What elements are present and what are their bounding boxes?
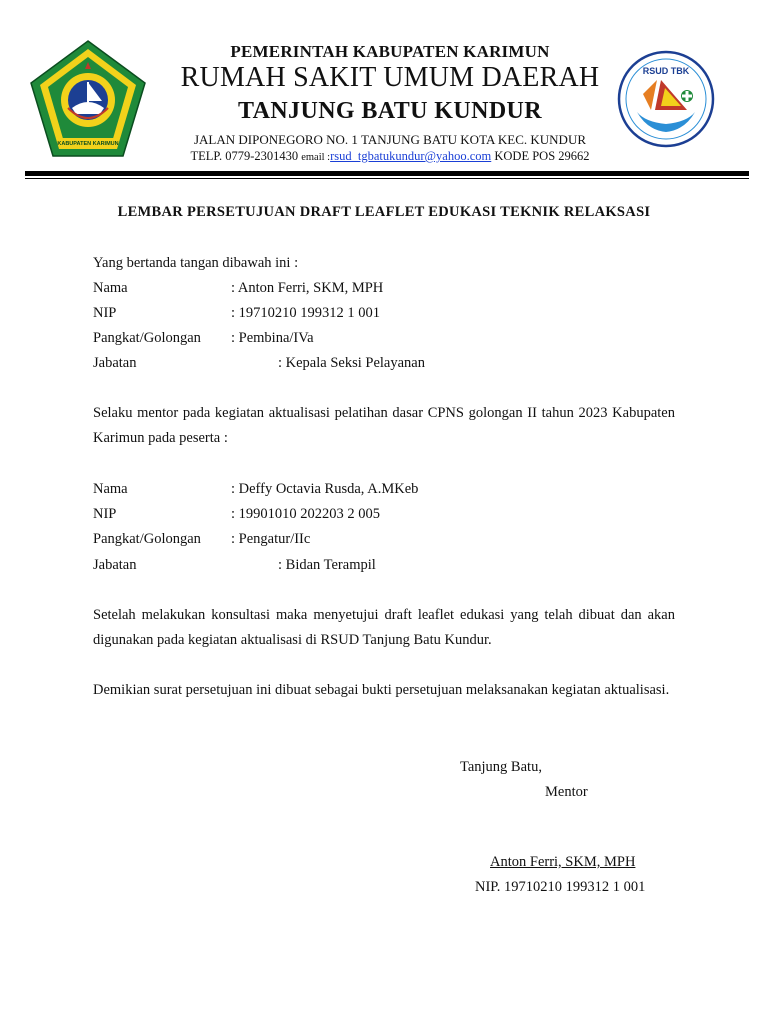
rsud-tbk-logo [617, 50, 715, 148]
peserta-pangkat-value: : Pengatur/IIc [231, 531, 311, 547]
hospital-name: RUMAH SAKIT UMUM DAERAH [180, 62, 600, 93]
peserta-pangkat-label: Pangkat/Golongan [93, 531, 201, 547]
mentor-pangkat-value: : Pembina/IVa [231, 330, 314, 346]
paragraph-approval: Setelah melakukan konsultasi maka menyetujui draft leaflet edukasi yang telah dibuat dan akan digunakan pada kegiatan aktualisasi di RSUD Tanjung Batu Kundur. [93, 607, 675, 648]
paragraph-closing: Demikian surat persetujuan ini dibuat sebagai bukti persetujuan melaksanakan kegiatan aktualisasi. [93, 682, 670, 698]
peserta-nama-value: : Deffy Octavia Rusda, A.MKeb [231, 481, 419, 497]
signature-nip: NIP. 19710210 199312 1 001 [475, 879, 646, 895]
document-title: LEMBAR PERSETUJUAN DRAFT LEAFLET EDUKASI TEKNIK RELAKSASI [117, 204, 651, 220]
signature-place: Tanjung Batu, [460, 759, 542, 775]
peserta-jabatan-label: Jabatan [93, 557, 137, 573]
peserta-jabatan-value: : Bidan Terampil [278, 557, 376, 573]
hospital-location: TANJUNG BATU KUNDUR [237, 98, 543, 124]
mentor-pangkat-label: Pangkat/Golongan [93, 330, 201, 346]
email-link[interactable]: rsud_tgbatukundur@yahoo.com [330, 149, 492, 163]
mentor-nip-value: : 19710210 199312 1 001 [231, 305, 381, 321]
signature-name: Anton Ferri, SKM, MPH [490, 854, 636, 870]
government-name: PEMERINTAH KABUPATEN KARIMUN [230, 42, 550, 61]
paragraph-mentor-statement: Selaku mentor pada kegiatan aktualisasi pelatihan dasar CPNS golongan II tahun 2023 Kabupaten Karimun pada peserta : [93, 405, 675, 446]
mentor-jabatan-label: Jabatan [93, 355, 137, 371]
logo-right-caption: RSUD TBK [642, 66, 690, 76]
mentor-nip-label: NIP [93, 305, 117, 321]
email-label: email : [301, 152, 331, 163]
header-divider-thin [25, 178, 749, 179]
logo-left-caption: KABUPATEN KARIMUN [57, 141, 119, 147]
mentor-nama-label: Nama [93, 280, 128, 296]
mentor-nama-value: : Anton Ferri, SKM, MPH [231, 280, 384, 296]
intro-text: Yang bertanda tangan dibawah ini : [93, 255, 299, 271]
peserta-nip-value: : 19901010 202203 2 005 [231, 506, 381, 522]
telephone: TELP. 0779-2301430 [190, 149, 299, 163]
address-line: JALAN DIPONEGORO NO. 1 TANJUNG BATU KOTA KEC. KUNDUR [193, 132, 586, 147]
signature-role: Mentor [545, 784, 588, 800]
postcode: KODE POS 29662 [494, 149, 590, 163]
header-divider-thick [25, 171, 749, 176]
mentor-jabatan-value: : Kepala Seksi Pelayanan [278, 355, 425, 371]
peserta-nama-label: Nama [93, 481, 128, 497]
contact-line [160, 149, 620, 164]
kabupaten-karimun-logo [28, 38, 148, 160]
peserta-nip-label: NIP [93, 506, 117, 522]
